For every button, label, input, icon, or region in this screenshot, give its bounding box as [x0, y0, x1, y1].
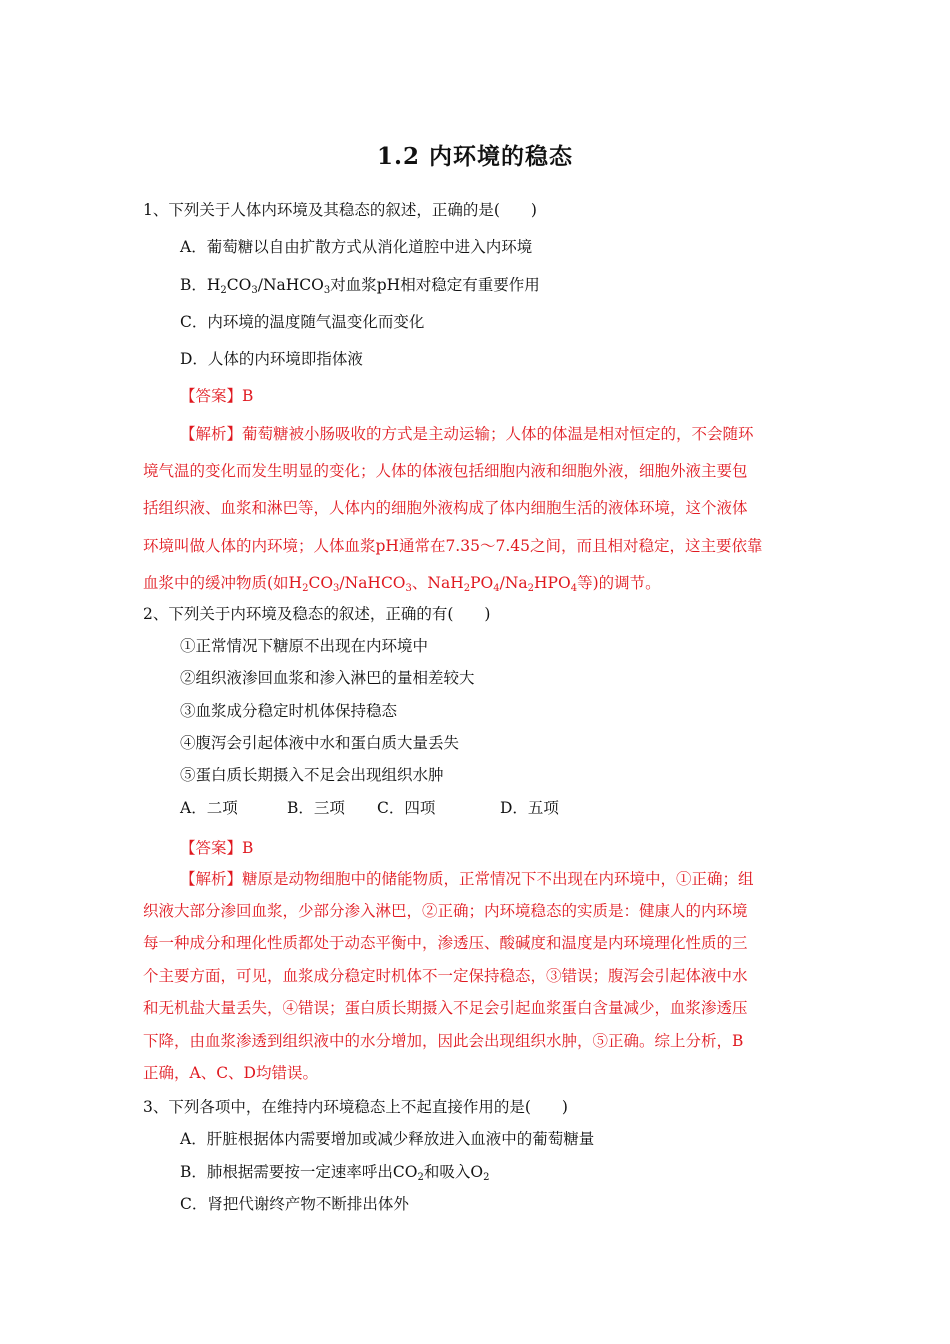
question-3-stem: 3、下列各项中，在维持内环境稳态上不起直接作用的是( ) — [143, 1098, 568, 1116]
question-2-option-c: C．四项 — [377, 799, 436, 817]
question-1-analysis-line: 血浆中的缓冲物质(如$H_2CO_3/NaHCO_3$、$NaH_2PO_4/Na_2HPO_4$等)的调节。 — [143, 574, 661, 594]
question-3-option-b: B．肺根据需要按一定速率呼出$CO_2$和吸入$O_2$ — [180, 1163, 490, 1183]
question-1-analysis-line: 括组织液、血浆和淋巴等，人体内的细胞外液构成了体内细胞生活的液体环境，这个液体 — [143, 499, 748, 517]
question-2-statement: ②组织液渗回血浆和渗入淋巴的量相差较大 — [180, 669, 475, 687]
question-3-option-c: C．肾把代谢终产物不断排出体外 — [180, 1195, 409, 1213]
question-2-analysis-line: 下降，由血浆渗透到组织液中的水分增加，因此会出现组织水肿，⑤正确。综上分析，B — [143, 1032, 744, 1050]
question-1-option-b: B．$H_2CO_3/NaHCO_3$对血浆pH相对稳定有重要作用 — [180, 276, 540, 296]
question-2-option-b: B．三项 — [287, 799, 345, 817]
question-2-statement: ①正常情况下糖原不出现在内环境中 — [180, 637, 429, 655]
question-2-analysis-line: 和无机盐大量丢失，④错误；蛋白质长期摄入不足会引起血浆蛋白含量减少，血浆渗透压 — [143, 999, 748, 1017]
question-2-statement: ③血浆成分稳定时机体保持稳态 — [180, 702, 398, 720]
question-2-stem: 2、下列关于内环境及稳态的叙述，正确的有( ) — [143, 605, 491, 623]
question-2-option-d: D．五项 — [500, 799, 559, 817]
page-title: 1.2 内环境的稳态 — [376, 143, 574, 170]
question-1-answer: 【答案】B — [180, 387, 254, 405]
question-1-analysis-line: 境气温的变化而发生明显的变化；人体的体液包括细胞内液和细胞外液，细胞外液主要包 — [143, 462, 748, 480]
question-1-stem: 1、下列关于人体内环境及其稳态的叙述，正确的是( ) — [143, 201, 537, 219]
question-2-answer: 【答案】B — [180, 839, 254, 857]
question-2-option-a: A．二项 — [180, 799, 238, 817]
question-1-analysis-line: 环境叫做人体的内环境；人体血浆pH通常在7.35～7.45之间，而且相对稳定，这主要依靠 — [143, 537, 763, 555]
question-3-option-a: A．肝脏根据体内需要增加或减少释放进入血液中的葡萄糖量 — [180, 1130, 595, 1148]
question-2-statement: ⑤蛋白质长期摄入不足会出现组织水肿 — [180, 766, 444, 784]
question-2-statement: ④腹泻会引起体液中水和蛋白质大量丢失 — [180, 734, 460, 752]
question-2-analysis-line: 织液大部分渗回血浆，少部分渗入淋巴，②正确；内环境稳态的实质是：健康人的内环境 — [143, 902, 748, 920]
question-1-analysis-line: 【解析】葡萄糖被小肠吸收的方式是主动运输；人体的体温是相对恒定的，不会随环 — [180, 425, 754, 443]
question-2-analysis-line: 【解析】糖原是动物细胞中的储能物质，正常情况下不出现在内环境中，①正确；组 — [180, 870, 754, 888]
question-1-option-c: C．内环境的温度随气温变化而变化 — [180, 313, 425, 331]
question-2-analysis-line: 每一种成分和理化性质都处于动态平衡中，渗透压、酸碱度和温度是内环境理化性质的三 — [143, 934, 748, 952]
question-1-option-d: D．人体的内环境即指体液 — [180, 350, 363, 368]
question-1-option-a: A．葡萄糖以自由扩散方式从消化道腔中进入内环境 — [180, 238, 533, 256]
question-2-analysis-line: 个主要方面，可见，血浆成分稳定时机体不一定保持稳态，③错误；腹泻会引起体液中水 — [143, 967, 748, 985]
question-2-analysis-line: 正确，A、C、D均错误。 — [143, 1064, 318, 1082]
